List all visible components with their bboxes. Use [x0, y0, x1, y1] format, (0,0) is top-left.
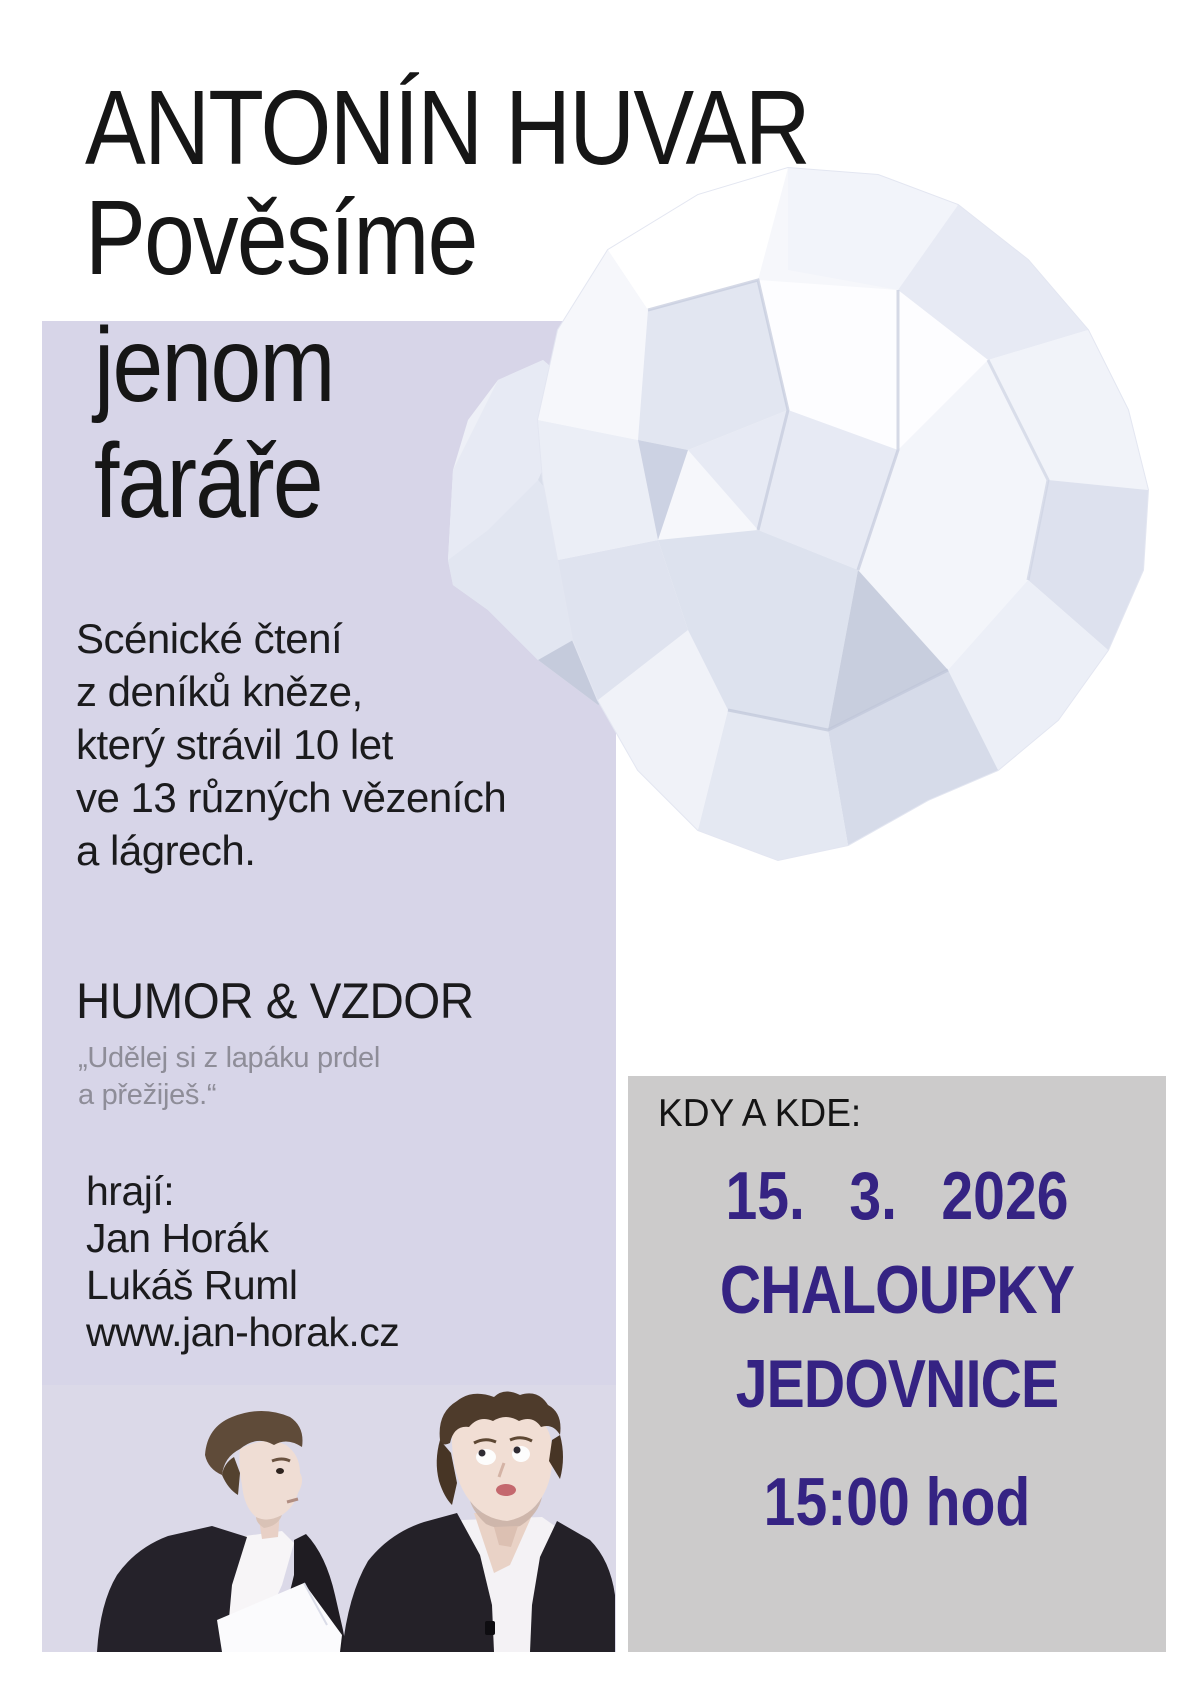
- description-line: z deníků kněze,: [76, 668, 363, 715]
- event-description: [76, 612, 606, 877]
- title-line-2: jenom: [94, 306, 334, 424]
- title-line-3: faráře: [94, 422, 322, 540]
- tagline: HUMOR & VZDOR: [76, 973, 474, 1029]
- cast-label: hrají:: [86, 1168, 175, 1214]
- description-line: který strávil 10 let: [76, 721, 393, 768]
- cast-member: Lukáš Ruml: [86, 1262, 298, 1308]
- venue-line-1: CHALOUPKY: [719, 1252, 1075, 1328]
- info-label: KDY A KDE:: [658, 1092, 862, 1135]
- quote-line-2: a přežiješ.“: [78, 1079, 217, 1111]
- event-date: 15. 3. 2026: [725, 1158, 1069, 1234]
- cast-block: [86, 1168, 399, 1356]
- quote-line-1: „Udělej si z lapáku prdel: [78, 1042, 380, 1074]
- actors-photo: [42, 1385, 616, 1652]
- title-line-1: Pověsíme: [85, 179, 477, 297]
- description-line: Scénické čtení: [76, 615, 343, 662]
- info-panel: [628, 1076, 1166, 1652]
- cast-member: Jan Horák: [86, 1215, 269, 1261]
- quote: [78, 1040, 380, 1114]
- description-line: ve 13 různých vězeních: [76, 774, 507, 821]
- author-name: ANTONÍN HUVAR: [85, 69, 809, 187]
- website-url: www.jan-horak.cz: [86, 1309, 400, 1355]
- event-time: 15:00 hod: [763, 1464, 1031, 1540]
- description-line: a lágrech.: [76, 827, 256, 874]
- venue-line-2: JEDOVNICE: [735, 1346, 1059, 1422]
